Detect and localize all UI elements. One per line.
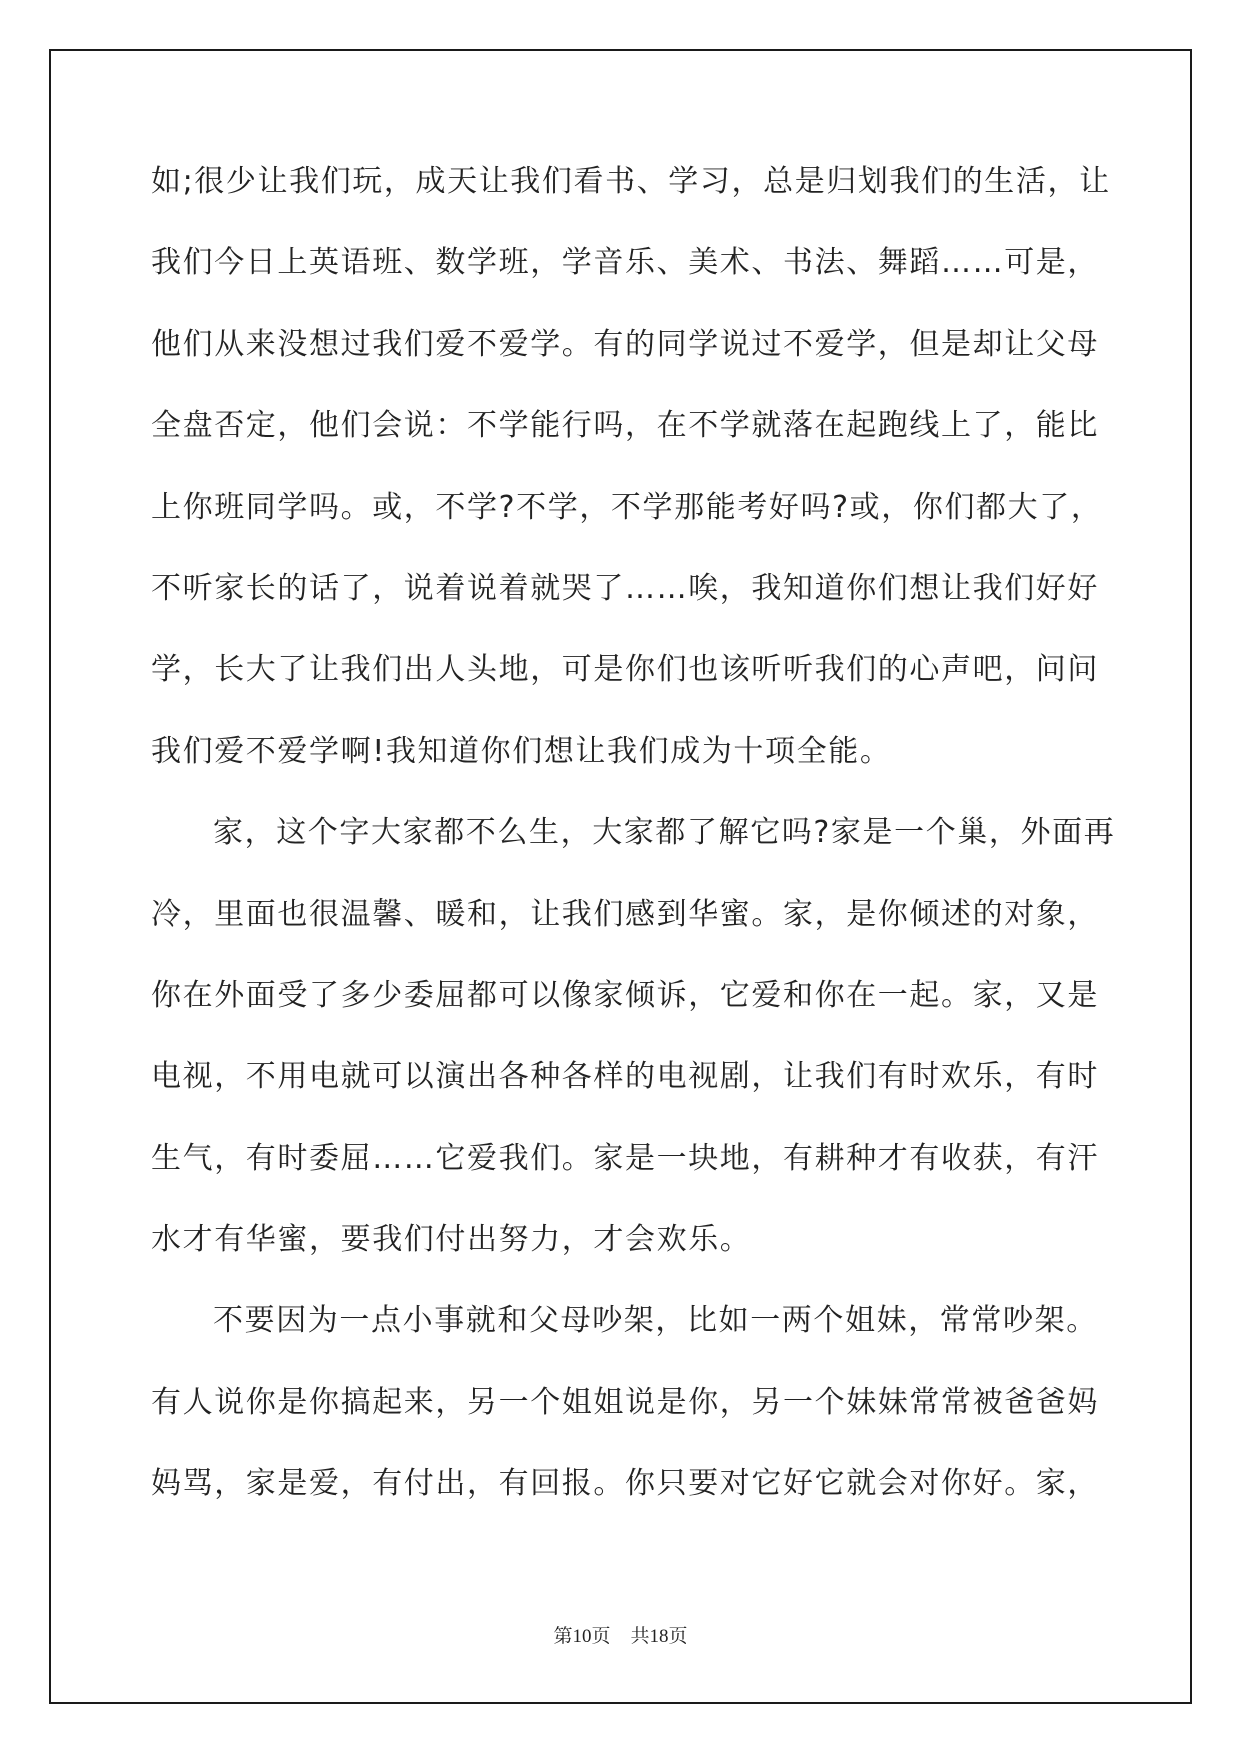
text-line: 有人说你是你搞起来，另一个姐姐说是你，另一个妹妹常常被爸爸妈	[151, 1384, 1099, 1420]
text-line: 生气，有时委屈……它爱我们。家是一块地，有耕种才有收获，有汗	[151, 1140, 1099, 1176]
text-line: 学，长大了让我们出人头地，可是你们也该听听我们的心声吧，问问	[151, 652, 1099, 688]
text-line: 妈骂，家是爱，有付出，有回报。你只要对它好它就会对你好。家，	[151, 1466, 1099, 1502]
text-line: 冷，里面也很温馨、暖和，让我们感到华蜜。家，是你倾述的对象，	[151, 896, 1099, 932]
page-footer	[0, 1621, 1241, 1648]
text-line: 全盘否定，他们会说：不学能行吗，在不学就落在起跑线上了，能比	[151, 408, 1099, 444]
text-line: 你在外面受了多少委屈都可以像家倾诉，它爱和你在一起。家，又是	[151, 977, 1099, 1013]
text-line: 我们爱不爱学啊!我知道你们想让我们成为十项全能。	[151, 733, 892, 769]
text-line: 我们今日上英语班、数学班，学音乐、美术、书法、舞蹈……可是，	[151, 245, 1099, 281]
text-line: 水才有华蜜，要我们付出努力，才会欢乐。	[151, 1222, 752, 1258]
paragraph-first-line: 家，这个字大家都不么生，大家都了解它吗?家是一个巢，外面再	[213, 815, 1116, 851]
text-line: 电视，不用电就可以演出各种各样的电视剧，让我们有时欢乐，有时	[151, 1059, 1099, 1095]
text-line: 不听家长的话了，说着说着就哭了……唉，我知道你们想让我们好好	[151, 570, 1099, 606]
text-line: 如;很少让我们玩，成天让我们看书、学习，总是归划我们的生活，让	[151, 164, 1111, 199]
page-number: 第10页	[553, 1626, 611, 1647]
text-line: 上你班同学吗。或，不学?不学，不学那能考好吗?或，你们都大了，	[151, 489, 1103, 525]
document-body	[151, 159, 1116, 1543]
text-line: 他们从来没想过我们爱不爱学。有的同学说过不爱学，但是却让父母	[151, 326, 1099, 362]
page-total: 共18页	[630, 1626, 688, 1647]
paragraph-first-line: 不要因为一点小事就和父母吵架，比如一两个姐妹，常常吵架。	[213, 1303, 1098, 1339]
